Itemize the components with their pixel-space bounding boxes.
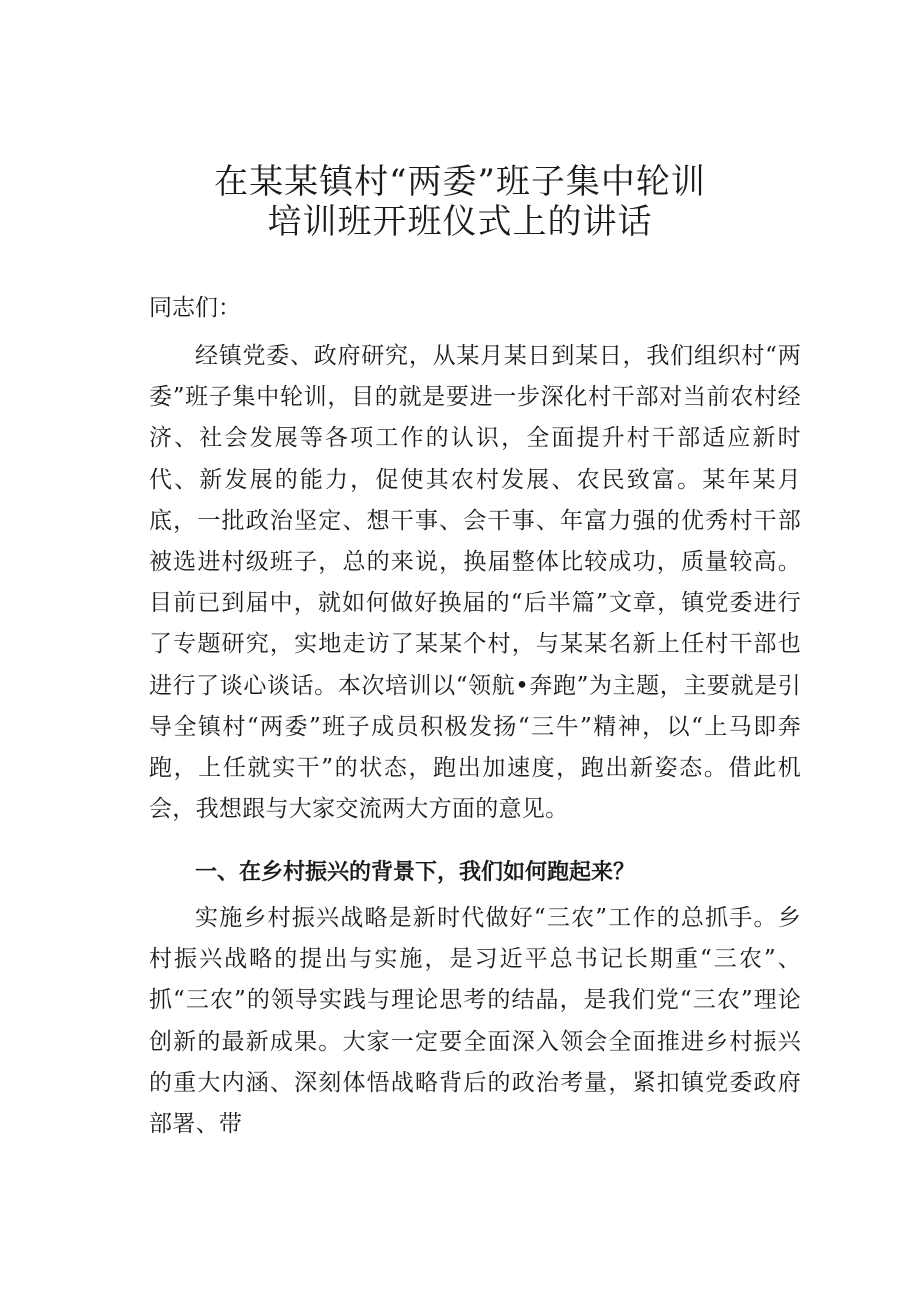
title-line-1: 在某某镇村“两委”班子集中轮训 [214, 162, 706, 202]
body-paragraph-1: 经镇党委、政府研究，从某月某日到某日，我们组织村“两委”班子集中轮训，目的就是要进一步深化村干部对当前农村经济、社会发展等各项工作的认识，全面提升村干部适应新时代、新发展的能力，促使其农村发展、农民致富。某年某月底，一批政治坚定、想干事、会干事、年富力强的优秀村干部被选进村级班子，总的来说，换届整体比较成功，质量较高。目前已到届中，就如何做好换届的“后半篇”文章，镇党委进行了专题研究，实地走访了某某个村，与某某名新上任村干部也进行了谈心谈话。本次培训以“领航•奔跑”为主题，主要就是引导全镇村“两委”班子成员积极发扬“三牛”精神，以“上马即奔跑，上任就实干”的状态，跑出加速度，跑出新姿态。借此机会，我想跟与大家交流两大方面的意见。 [149, 343, 801, 823]
salutation: 同志们： [149, 295, 241, 321]
title-line-2: 培训班开班仪式上的讲话 [267, 202, 653, 242]
section-heading-1: 一、在乡村振兴的背景下，我们如何跑起来？ [195, 860, 636, 885]
body-paragraph-2: 实施乡村振兴战略是新时代做好“三农”工作的总抓手。乡村振兴战略的提出与实施，是习近平总书记长期重“三农”、抓“三农”的领导实践与理论思考的结晶，是我们党“三农”理论创新的最新成果。大家一定要全面深入领会全面推进乡村振兴的重大内涵、深刻体悟战略背后的政治考量，紧扣镇党委政府部署、带 [149, 905, 801, 1138]
